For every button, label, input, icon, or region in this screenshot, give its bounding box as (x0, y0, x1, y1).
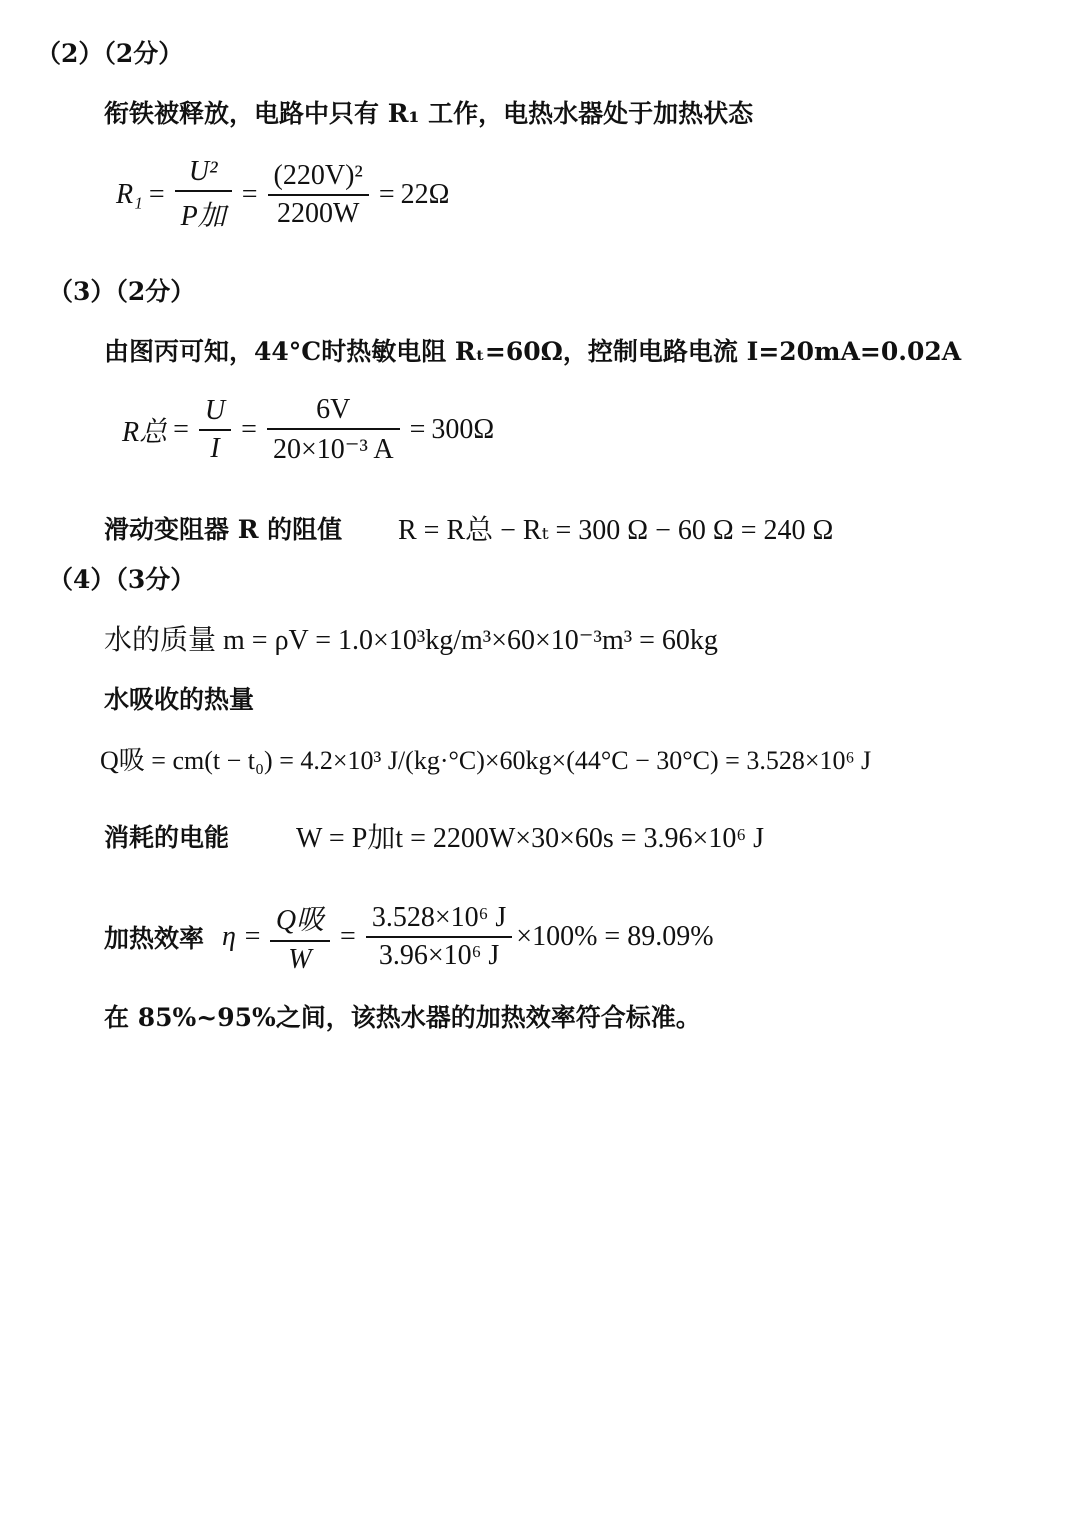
part3-eq-lhs: R总 (122, 417, 168, 448)
part2-equation: R₁ = $\frac{\text{U²}}{\text{P加}}$ = $\frac{\text{(220V)²}}{2200W}$ = 22Ω (116, 156, 450, 232)
part4-eff-frac1-num: Q吸 (270, 898, 330, 942)
part4-mass-equation: 水的质量 m = ρV = 1.0×10³kg/m³×60×10⁻³m³ = 60kg (104, 625, 718, 656)
part4-eff-frac1-den: W (288, 944, 312, 975)
part4-eff-frac1 (270, 898, 330, 976)
part4-energy-equation: W = P加t = 2200W×30×60s = 3.96×10⁶ J (296, 823, 765, 854)
part3-frac1-den: I (210, 433, 220, 464)
part3-frac2-den: 20×10⁻³ A (272, 434, 394, 465)
part4-eff-frac2-num: 3.528×10⁶ J (366, 902, 512, 938)
part2-text: 衔铁被释放，电路中只有 R₁ 工作，电热水器处于加热状态 (104, 99, 754, 128)
part2-frac2 (268, 160, 369, 230)
part2-frac1-num: U² (175, 156, 232, 192)
part2-eq-result: 22Ω (400, 179, 450, 210)
part3-frac2-num: 6V (267, 394, 400, 430)
part3-slide-label: 滑动变阻器 R 的阻值 (104, 515, 343, 544)
part3-heading: （3）（2分） (48, 277, 196, 306)
part4-conclusion: 在 85%~95%之间，该热水器的加热效率符合标准。 (104, 1003, 701, 1032)
part3-text: 由图丙可知，44°C时热敏电阻 Rₜ=60Ω，控制电路电流 I=20mA=0.02A (104, 337, 962, 366)
part4-heat-label: 水吸收的热量 (104, 685, 255, 714)
part4-heat-equation: Q吸 = cm(t − t₀) = 4.2×10³ J/(kg·°C)×60kg×(44°C − 30°C) = 3.528×10⁶ J (100, 746, 872, 775)
part2-frac1-den: P加 (180, 201, 226, 232)
part4-eff-result: ×100% = 89.09% (516, 921, 714, 952)
part3-equation: R总 = $\frac{U}{I}$ = $\frac{6V}{\text{20×10⁻³ A}}$ = 300Ω (122, 394, 495, 465)
part2-frac2-num: (220V)² (268, 160, 369, 196)
part3-slide-equation: R = R总 − Rₜ = 300 Ω − 60 Ω = 240 Ω (398, 515, 834, 546)
part4-heading: （4）（3分） (48, 565, 196, 594)
part4-energy-label: 消耗的电能 (104, 823, 230, 852)
part4-eff-frac2 (366, 902, 512, 972)
part2-eq-lhs: R₁ (116, 179, 143, 210)
part4-eff-frac2-den: 3.96×10⁶ J (378, 940, 500, 971)
part4-eff-lhs: η = (222, 921, 262, 952)
part2-frac1 (175, 156, 232, 234)
part3-frac2 (267, 394, 400, 466)
part3-eq-result: 300Ω (431, 414, 495, 445)
part3-frac1 (199, 395, 231, 465)
part4-efficiency-line: 加热效率 η = $\frac{\text{Q吸}}{W}$ = $\frac{\text{3.528×10⁶ J}}{\text{3.96×10⁶ J}}$ ×100% = 89.09% (104, 898, 714, 976)
part2-heading: （2）（2分） (36, 39, 184, 68)
part4-eff-label: 加热效率 (104, 924, 205, 953)
part3-frac1-num: U (199, 395, 231, 431)
part2-frac2-den: 2200W (276, 198, 360, 229)
